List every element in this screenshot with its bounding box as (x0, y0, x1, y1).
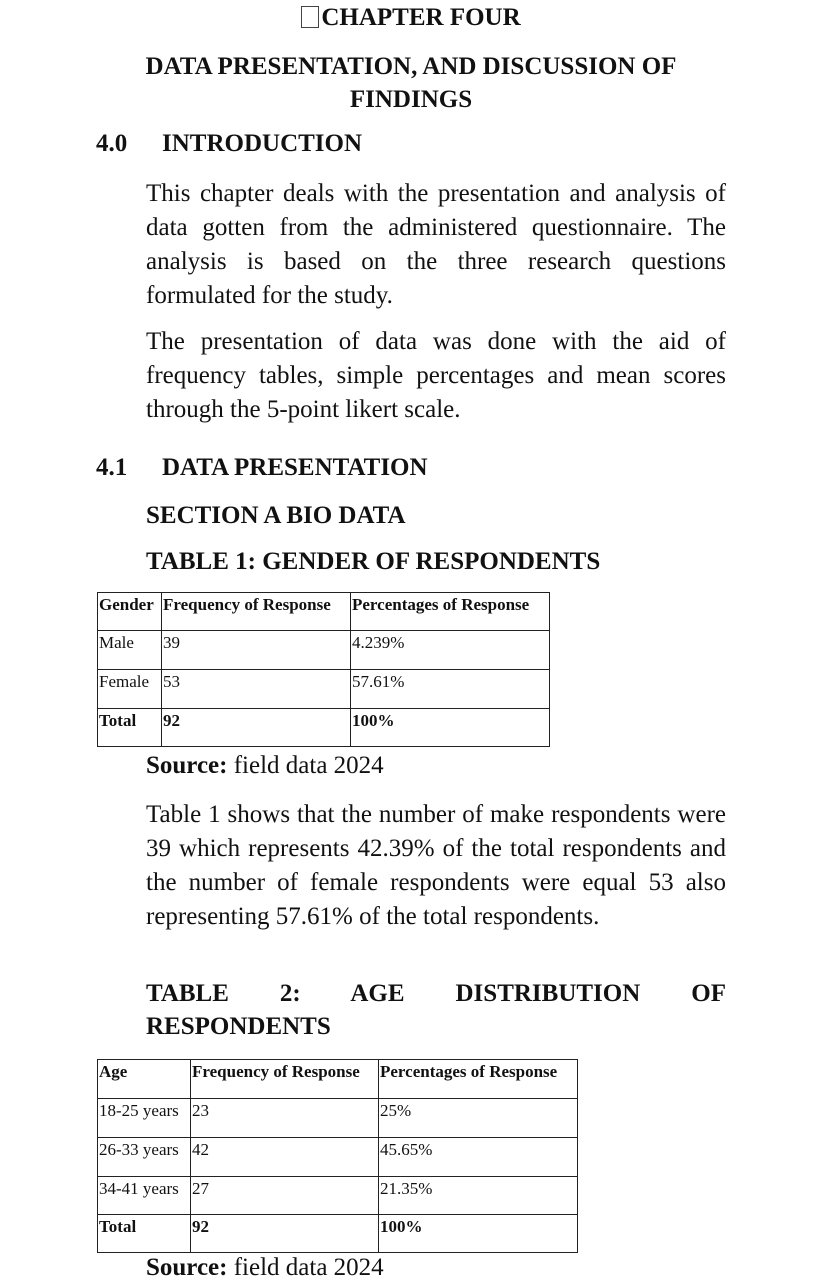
table-cell: 53 (162, 670, 351, 709)
table-total-row (98, 1215, 578, 1253)
table-total-row (98, 709, 550, 747)
table-row (98, 1177, 578, 1215)
section-heading: DATA PRESENTATION (162, 454, 428, 481)
table-header-cell: Frequency of Response (162, 593, 351, 631)
table-header-cell: Frequency of Response (191, 1060, 379, 1099)
main-title: DATA PRESENTATION, AND DISCUSSION OF FINDINGS (145, 53, 677, 113)
table-cell: Total (98, 1215, 191, 1253)
chapter-title: CHAPTER FOUR (0, 4, 822, 32)
missing-glyph-icon (301, 6, 319, 28)
table-cell: 4.239% (351, 631, 550, 670)
table-cell: 21.35% (379, 1177, 578, 1215)
table-cell: 27 (191, 1177, 379, 1215)
table-cell: 18-25 years (98, 1099, 191, 1138)
table-2-caption: TABLE 2: AGE DISTRIBUTION OF (146, 980, 726, 1007)
table-cell: 100% (379, 1215, 578, 1253)
table-header-row (98, 593, 550, 631)
table-1-discussion: Table 1 shows that the number of make respondents were 39 which represents 42.39% of the total respondents and the number of female respondents were equal 53 also representing 57.61% of the total respondents. (146, 801, 726, 930)
table-2-caption-cont: RESPONDENTS (146, 1013, 331, 1040)
section-number: 4.0 (96, 130, 128, 157)
gender-table (97, 592, 550, 747)
table-header-cell: Percentages of Response (351, 593, 550, 631)
table-row (98, 1138, 578, 1177)
table-2-source: Source: field data 2024 (146, 1254, 384, 1280)
table-cell: 45.65% (379, 1138, 578, 1177)
section-number: 4.1 (96, 454, 128, 481)
table-cell: 92 (191, 1215, 379, 1253)
table-header-cell: Percentages of Response (379, 1060, 578, 1099)
table-cell: 100% (351, 709, 550, 747)
table-cell: Total (98, 709, 162, 747)
table-cell: 92 (162, 709, 351, 747)
table-header-cell: Age (98, 1060, 191, 1099)
table-cell: 42 (191, 1138, 379, 1177)
table-cell: 39 (162, 631, 351, 670)
table-1-caption: TABLE 1: GENDER OF RESPONDENTS (146, 548, 601, 575)
table-cell: 26-33 years (98, 1138, 191, 1177)
table-cell: 23 (191, 1099, 379, 1138)
intro-paragraph-2: The presentation of data was done with the aid of frequency tables, simple percentages and mean scores through the 5-point likert scale. (146, 328, 726, 423)
subsection-heading: SECTION A BIO DATA (146, 502, 406, 529)
section-heading: INTRODUCTION (162, 130, 363, 157)
table-header-cell: Gender (98, 593, 162, 631)
table-row (98, 670, 550, 709)
age-table (97, 1059, 578, 1253)
table-cell: Male (98, 631, 162, 670)
table-cell: 25% (379, 1099, 578, 1138)
intro-paragraph-1: This chapter deals with the presentation and analysis of data gotten from the administered questionnaire. The analysis is based on the three research questions formulated for the study. (146, 180, 726, 309)
table-1-source: Source: field data 2024 (146, 752, 384, 779)
table-row (98, 1099, 578, 1138)
table-header-row (98, 1060, 578, 1099)
table-row (98, 631, 550, 670)
table-cell: 57.61% (351, 670, 550, 709)
table-cell: 34-41 years (98, 1177, 191, 1215)
table-cell: Female (98, 670, 162, 709)
